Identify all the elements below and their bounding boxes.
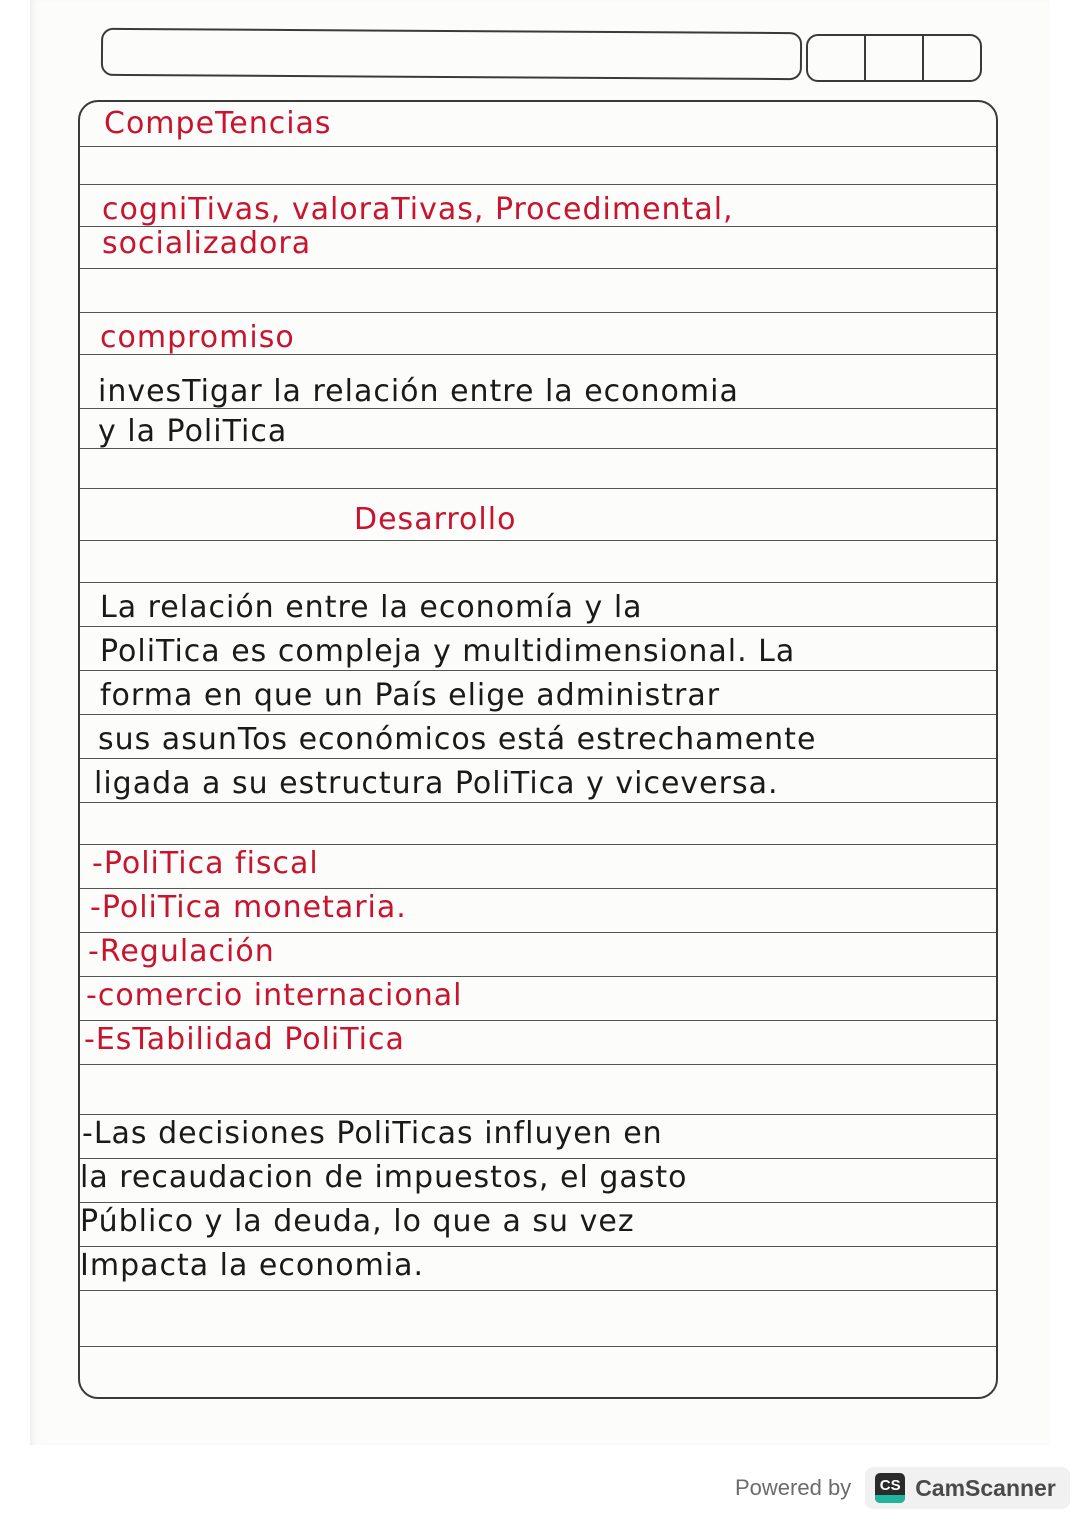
ruled-line [80,1064,996,1065]
desarrollo-paragraph-line-3: forma en que un País elige administrar [100,678,721,713]
ruled-notebook-frame [78,100,998,1399]
ruled-line [80,976,996,977]
competencias-list-line-2: socializadora [102,226,312,261]
note-line-2: la recaudacion de impuestos, el gasto [80,1160,688,1195]
compromiso-text-line-2: y la PoliTica [98,414,288,449]
ruled-line [80,626,996,627]
ruled-line [80,758,996,759]
list-item-regulacion: -Regulación [88,934,275,969]
ruled-line [80,1202,996,1203]
ruled-line [80,802,996,803]
ruled-line [80,1158,996,1159]
ruled-line [80,184,996,185]
camscanner-logo-text: CS [879,1476,901,1494]
ruled-line [80,1290,996,1291]
camscanner-watermark [735,1465,1070,1511]
date-box [806,34,982,82]
ruled-line [80,540,996,541]
date-cell-month [866,36,924,80]
ruled-line [80,488,996,489]
date-cell-day [808,36,866,80]
ruled-line [80,932,996,933]
list-item-politica-monetaria: -PoliTica monetaria. [90,890,407,925]
ruled-line [80,1114,996,1115]
camscanner-brand-name: CamScanner [915,1474,1056,1501]
list-item-estabilidad-politica: -EsTabilidad PoliTica [84,1022,405,1057]
desarrollo-paragraph-line-5: ligada a su estructura PoliTica y viceversa. [94,766,779,801]
ruled-line [80,582,996,583]
ruled-line [80,670,996,671]
ruled-line [80,1346,996,1347]
compromiso-text-line-1: invesTigar la relación entre la economia [98,374,739,409]
heading-compromiso: compromiso [100,320,295,355]
ruled-line [80,146,996,147]
list-item-politica-fiscal: -PoliTica fiscal [92,846,319,881]
ruled-line [80,268,996,269]
powered-by-label: Powered by [735,1475,852,1500]
desarrollo-paragraph-line-4: sus asunTos económicos está estrechamente [98,722,817,757]
note-line-1: -Las decisiones PoliTicas influyen en [82,1116,663,1151]
heading-competencias: CompeTencias [104,106,332,141]
date-cell-year [924,36,980,80]
camscanner-logo-icon [875,1473,905,1503]
note-line-4: Impacta la economia. [80,1248,425,1283]
desarrollo-paragraph-line-1: La relación entre la economía y la [100,590,643,625]
ruled-line [80,888,996,889]
ruled-line [80,844,996,845]
ruled-line [80,1020,996,1021]
list-item-comercio-internacional: -comercio internacional [86,978,463,1013]
competencias-list-line-1: cogniTivas, valoraTivas, Procedimental, [102,192,734,227]
note-line-3: Público y la deuda, lo que a su vez [80,1204,635,1239]
ruled-line [80,1246,996,1247]
desarrollo-paragraph-line-2: PoliTica es compleja y multidimensional. La [100,634,796,669]
title-box [101,28,802,80]
ruled-line [80,312,996,313]
camscanner-badge [865,1467,1070,1509]
heading-desarrollo: Desarrollo [354,502,517,537]
ruled-line [80,714,996,715]
